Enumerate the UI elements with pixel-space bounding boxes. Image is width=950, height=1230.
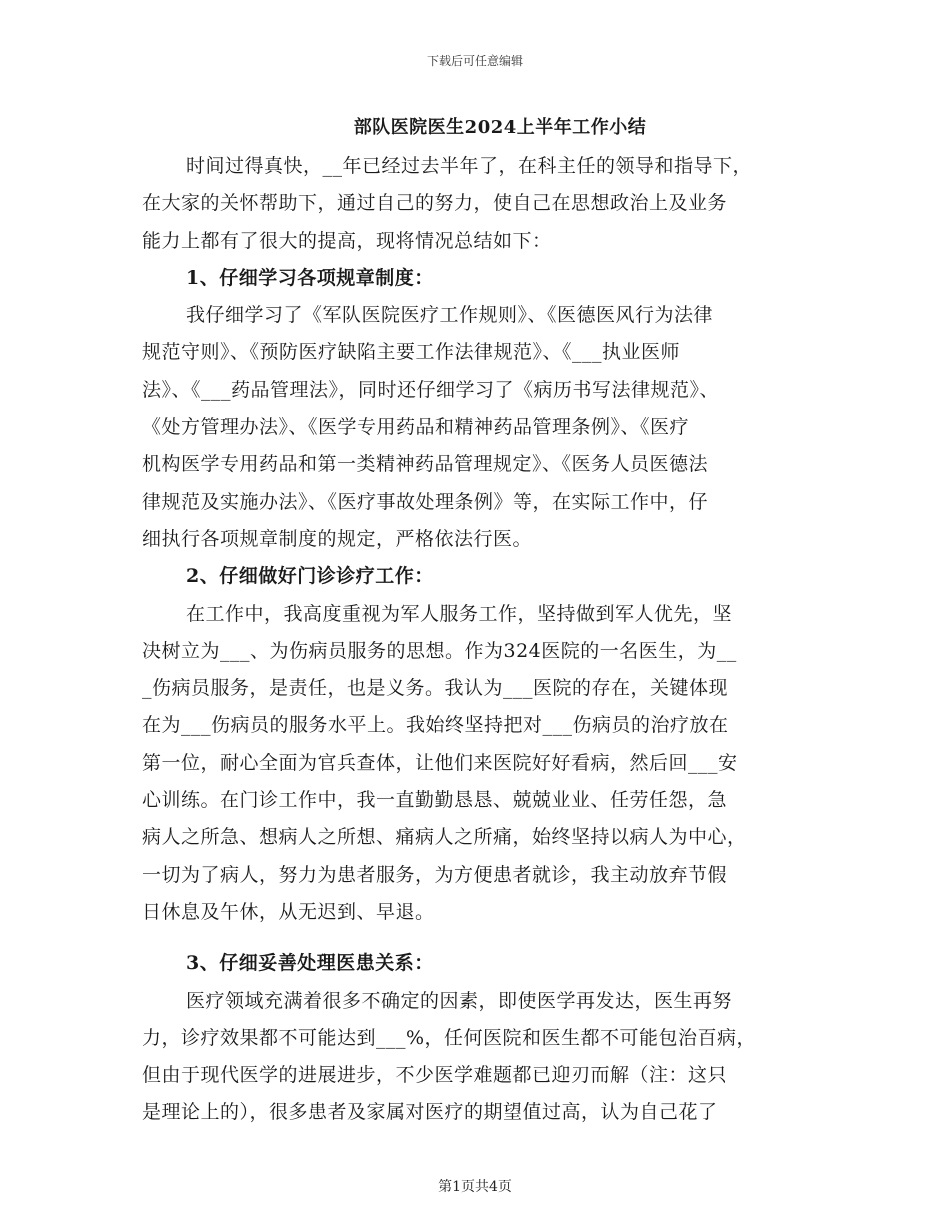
paragraph-line: 在工作中，我高度重视为军人服务工作，坚持做到军人优先，坚 xyxy=(186,602,733,625)
paragraph-line: 但由于现代医学的进展进步，不少医学难题都已迎刃而解（注：这只 xyxy=(142,1064,728,1087)
paragraph-line: 第一位，耐心全面为官兵查体，让他们来医院好好看病，然后回___安 xyxy=(142,751,738,774)
paragraph-line: 医疗领域充满着很多不确定的因素，即使医学再发达，医生再努 xyxy=(186,989,733,1012)
section-spacer xyxy=(142,931,812,945)
paragraph-line: 我仔细学习了《军队医院医疗工作规则》、《医德医风行为法律 xyxy=(186,304,714,327)
paragraph-line: 在大家的关怀帮助下，通过自己的努力，使自己在思想政治上及业务 xyxy=(142,192,728,215)
paragraph-line: 时间过得真快，__年已经过去半年了，在科主任的领导和指导下， xyxy=(186,155,753,177)
paragraph-line: 能力上都有了很大的提高，现将情况总结如下： xyxy=(142,229,552,252)
paragraph-line: 细执行各项规章制度的规定，严格依法行医。 xyxy=(142,527,533,550)
paragraph-line: 《处方管理办法》、《医学专用药品和精神药品管理条例》、《医疗 xyxy=(142,416,690,439)
paragraph-line: 病人之所急、想病人之所想、痛病人之所痛，始终坚持以病人为中心， xyxy=(142,826,747,849)
paragraph-line: 律规范及实施办法》、《医疗事故处理条例》等，在实际工作中，仔 xyxy=(142,490,709,513)
paragraph-line: 机构医学专用药品和第一类精神药品管理规定》、《医务人员医德法 xyxy=(142,453,709,476)
section-heading-2: 2、仔细做好门诊诊疗工作： xyxy=(186,565,434,588)
document-title: 部队医院医生2024上半年工作小结 xyxy=(353,117,647,138)
paragraph-line: 法》、《___药品管理法》，同时还仔细学习了《病历书写法律规范》、 xyxy=(142,378,720,401)
section-heading-3: 3、仔细妥善处理医患关系： xyxy=(186,952,434,975)
paragraph-line: 规范守则》、《预防医疗缺陷主要工作法律规范》、《___执业医师 xyxy=(142,341,681,364)
paragraph-line: 在为___伤病员的服务水平上。我始终坚持把对___伤病员的治疗放在 xyxy=(142,714,729,737)
section-heading-1: 1、仔细学习各项规章制度： xyxy=(186,266,434,289)
paragraph-line: 是理论上的），很多患者及家属对医疗的期望值过高，认为自己花了 xyxy=(142,1101,718,1124)
page-footer: 第1页共4页 xyxy=(438,1179,512,1195)
paragraph-line: _伤病员服务，是责任，也是义务。我认为___医院的存在，关键体现 xyxy=(142,677,729,700)
document-body xyxy=(142,148,812,1132)
paragraph-line: 心训练。在门诊工作中，我一直勤勤恳恳、兢兢业业、任劳任怨，急 xyxy=(142,789,728,812)
paragraph-line: 日休息及午休，从无迟到、早退。 xyxy=(142,900,435,923)
paragraph-line: 决树立为___、为伤病员服务的思想。作为324医院的一名医生，为__ xyxy=(142,639,737,662)
page-header-note: 下载后可任意编辑 xyxy=(426,54,523,68)
paragraph-line: 一切为了病人，努力为患者服务，为方便患者就诊，我主动放弃节假 xyxy=(142,863,728,886)
paragraph-line: 力，诊疗效果都不可能达到___%，任何医院和医生都不可能包治百病， xyxy=(142,1026,757,1049)
